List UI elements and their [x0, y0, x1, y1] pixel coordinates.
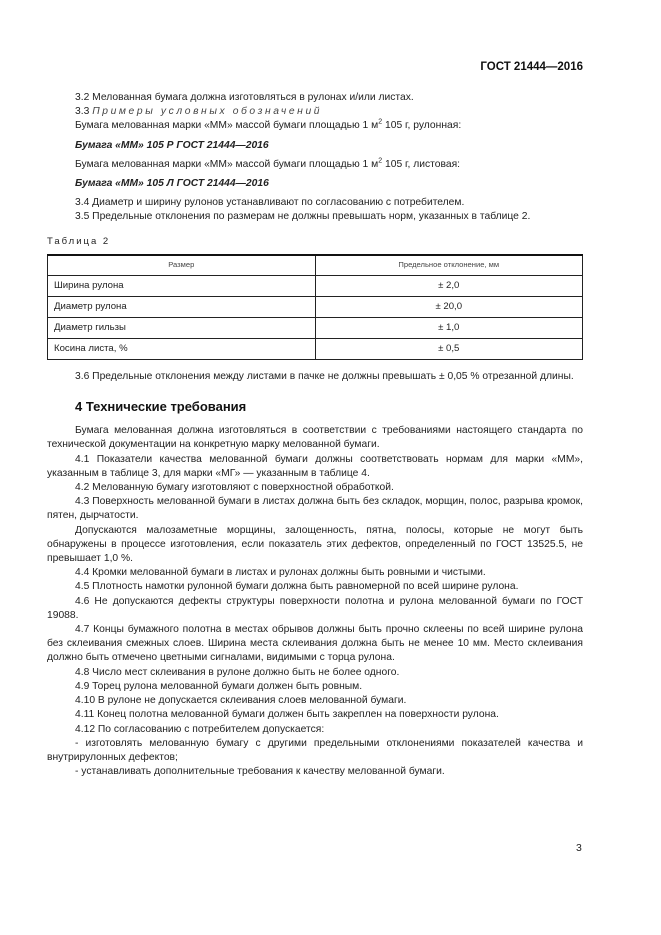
superscript: 2 [378, 118, 383, 126]
list-item: - изготовлять мелованную бумагу с другими предельными отклонениями показателей качества и внутрирулонных дефектов; [47, 737, 583, 763]
page-number: 3 [576, 842, 582, 854]
clause-3-3-number: 3.3 [75, 106, 93, 118]
superscript: 2 [378, 157, 383, 165]
column-header: Размер [48, 255, 316, 276]
section-4-paragraphs [47, 424, 583, 779]
example-2-designation: Бумага «ММ» 105 Л ГОСТ 21444—2016 [75, 178, 269, 190]
clause-4-8: 4.8 Число мест склеивания в рулоне должно быть не более одного. [75, 666, 400, 678]
example-2-description [47, 158, 583, 172]
cell-size: Диаметр гильзы [48, 317, 316, 338]
cell-tolerance: ± 2,0 [315, 275, 583, 296]
clause-4-4: 4.4 Кромки мелованной бумаги в листах и рулонах должны быть ровными и чистыми. [75, 567, 486, 579]
example-1-text-end: 105 г, рулонная: [382, 120, 462, 132]
table-row [48, 338, 583, 359]
list-item: - устанавливать дополнительные требования к качеству мелованной бумаги. [75, 766, 445, 778]
cell-tolerance: ± 20,0 [315, 296, 583, 317]
clause-4-7: 4.7 Концы бумажного полотна в местах обрывов должны быть прочно склеены по всей ширине рулона без склеивания смежных слоев. Ширина места склеивания должна быть не менее 10 мм. Место склеивания должно быть отмечено цветными сигналами, видимыми с торца рулона. [47, 624, 583, 664]
clause-3-3-title: Примеры условных обозначений [92, 106, 323, 118]
clause-3-4: 3.4 Диаметр и ширину рулонов устанавливают по согласованию с потребителем. [75, 197, 465, 209]
clause-4-3: 4.3 Поверхность мелованной бумаги в листах должна быть без складок, морщин, полос, разрыва кромок, пятен, дырчатости. [47, 496, 583, 522]
clause-3-2: 3.2 Мелованная бумага должна изготовляться в рулонах и/или листах. [75, 92, 414, 103]
cell-tolerance: ± 1,0 [315, 317, 583, 338]
paragraph: Бумага мелованная должна изготовляться в соответствии с требованиями настоящего стандарта по технической документации на конкретную марку мелованной бумаги. [47, 425, 583, 451]
section-4-heading: 4 Технические требования [75, 399, 247, 415]
table-row [48, 296, 583, 317]
cell-size: Диаметр рулона [48, 296, 316, 317]
clause-3-5: 3.5 Предельные отклонения по размерам не должны превышать норм, указанных в таблице 2. [75, 211, 531, 223]
cell-size: Косина листа, % [48, 338, 316, 359]
clause-4-9: 4.9 Торец рулона мелованной бумаги должен быть ровным. [75, 680, 363, 692]
clause-4-5: 4.5 Плотность намотки рулонной бумаги должна быть равномерной по всей ширине рулона. [75, 581, 519, 593]
clause-4-11: 4.11 Конец полотна мелованной бумаги должен быть закреплен на поверхности рулона. [75, 709, 499, 721]
document-header-id: ГОСТ 21444—2016 [480, 61, 583, 73]
cell-size: Ширина рулона [48, 275, 316, 296]
example-2-text: Бумага мелованная марки «ММ» массой бумаги площадью 1 м [75, 158, 379, 170]
clause-4-2: 4.2 Мелованную бумагу изготовляют с поверхностной обработкой. [75, 482, 394, 494]
clause-4-12: 4.12 По согласованию с потребителем допускается: [75, 723, 325, 735]
paragraph: Допускаются малозаметные морщины, залощенность, пятна, полосы, которые не могут быть обнаружены в процессе изготовления, если показатель этих дефектов, определенный по ГОСТ 13525.5, не превышает 1,0 %. [47, 524, 583, 565]
cell-tolerance: ± 0,5 [315, 338, 583, 359]
clause-4-6: 4.6 Не допускаются дефекты структуры поверхности полотна и рулона мелованной бумаги по ГОСТ 19088. [47, 595, 583, 621]
column-header: Предельное отклонение, мм [315, 255, 583, 276]
table-row [48, 275, 583, 296]
clause-4-10: 4.10 В рулоне не допускается склеивания слоев мелованной бумаги. [75, 695, 407, 707]
tolerance-table [47, 254, 583, 360]
example-2-text-end: 105 г, листовая: [382, 158, 461, 170]
clause-3-6: 3.6 Предельные отклонения между листами в пачке не должны превышать ± 0,05 % отрезанной длины. [75, 370, 574, 382]
page-body [47, 91, 583, 779]
example-1-designation: Бумага «ММ» 105 Р ГОСТ 21444—2016 [75, 139, 269, 151]
table-row [48, 317, 583, 338]
table-header-row [48, 255, 583, 276]
clause-3-3 [47, 105, 583, 119]
clause-4-1: 4.1 Показатели качества мелованной бумаги должны соответствовать нормам для марки «ММ», указанным в таблице 3, для марки «МГ» — указанным в таблице 4. [47, 453, 583, 479]
example-1-description [47, 119, 583, 133]
example-1-text: Бумага мелованная марки «ММ» массой бумаги площадью 1 м [75, 120, 379, 132]
table-caption: Таблица 2 [47, 235, 111, 247]
